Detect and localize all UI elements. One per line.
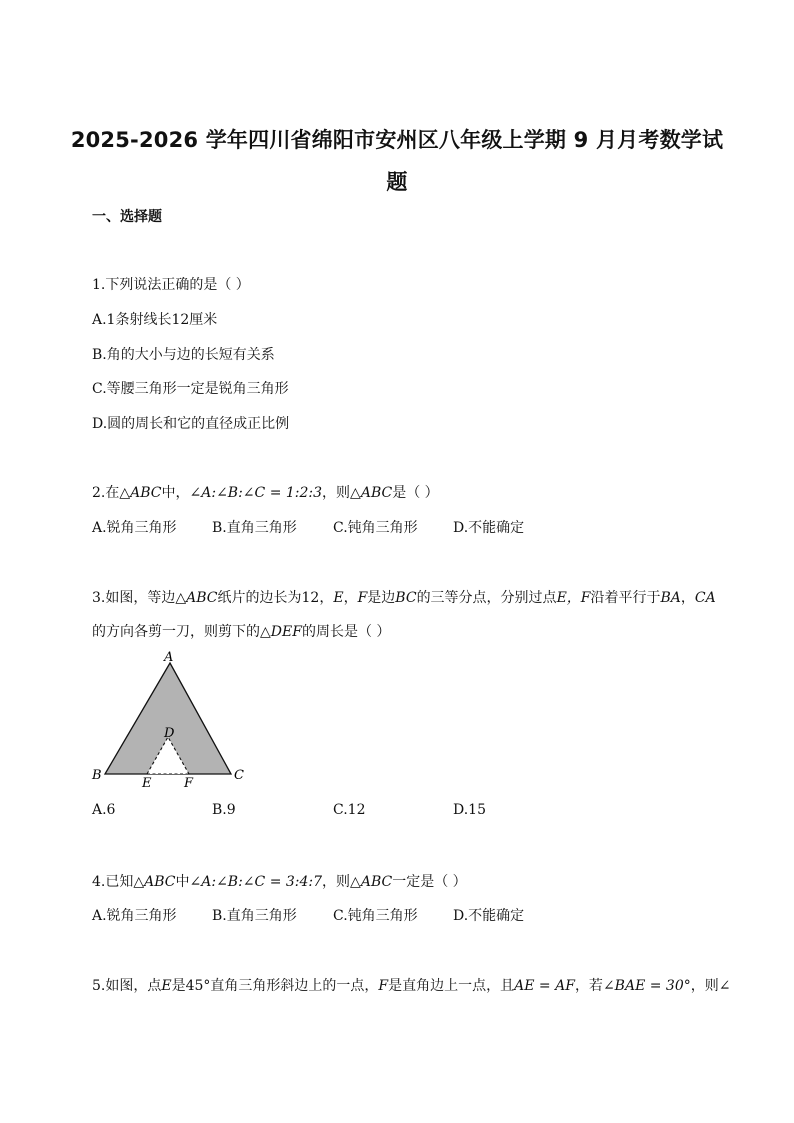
q3-text: 的三等分点，分别过点 bbox=[416, 590, 557, 606]
triangle-symbol: △ bbox=[350, 874, 361, 890]
q3-option-c: C.12 bbox=[333, 802, 366, 818]
triangle-symbol: △ bbox=[350, 485, 361, 501]
q4-text: 中 bbox=[175, 874, 190, 890]
q4-option-b: B.直角三角形 bbox=[212, 908, 297, 924]
triangle-abc: ABC bbox=[186, 590, 218, 606]
degree-symbol: ° bbox=[683, 978, 691, 994]
q3-option-a: A.6 bbox=[92, 802, 116, 818]
page-title-line1: 2025-2026 学年四川省绵阳市安州区八年级上学期 9 月月考数学试 bbox=[70, 128, 724, 152]
triangle-abc: ABC bbox=[144, 874, 176, 890]
point-f: F bbox=[378, 978, 389, 994]
q2-text: ，则 bbox=[322, 485, 351, 501]
triangle-def: DEF bbox=[270, 624, 302, 640]
side-ca: CA bbox=[694, 590, 716, 606]
q4-option-a: A.锐角三角形 bbox=[92, 908, 177, 924]
q4-text: ，则 bbox=[322, 874, 351, 890]
triangle-symbol: △ bbox=[175, 590, 187, 606]
angle-ratio: ∠A:∠B:∠C = 3:4:7 bbox=[189, 874, 323, 890]
q2-text: 中， bbox=[161, 485, 190, 501]
points-ef: E，F bbox=[556, 590, 591, 606]
angle-bae: ∠BAE = 30 bbox=[602, 978, 684, 994]
q4-option-d: D.不能确定 bbox=[453, 908, 525, 924]
q3-text: 纸片的边长为12， bbox=[217, 590, 334, 606]
q3-text: 的方向各剪一刀，则剪下的 bbox=[92, 624, 260, 640]
q2-option-a: A.锐角三角形 bbox=[92, 520, 177, 536]
q4-stem bbox=[92, 871, 467, 891]
section-heading: 一、选择题 bbox=[92, 209, 162, 225]
page-title-line2: 题 bbox=[386, 170, 408, 194]
q3-text: 的周长是（ ） bbox=[301, 624, 391, 640]
triangle-figure bbox=[86, 645, 256, 795]
q5-text: ，则∠ bbox=[690, 978, 731, 994]
triangle-symbol: △ bbox=[133, 874, 145, 890]
q5-text: ，若 bbox=[574, 978, 603, 994]
q2-text: 2.在 bbox=[92, 485, 120, 501]
q1-option-a: A.1条射线长12厘米 bbox=[92, 312, 218, 328]
label-f: F bbox=[184, 776, 194, 791]
q3-stem-line2 bbox=[92, 621, 390, 641]
label-d: D bbox=[164, 726, 175, 741]
q2-option-b: B.直角三角形 bbox=[212, 520, 297, 536]
q5-stem bbox=[92, 975, 730, 995]
q2-option-c: C.钝角三角形 bbox=[333, 520, 418, 536]
q1-option-d: D.圆的周长和它的直径成正比例 bbox=[92, 416, 290, 432]
label-c: C bbox=[234, 768, 244, 783]
q5-text: 是45 bbox=[171, 978, 204, 994]
side-ba: BA bbox=[660, 590, 681, 606]
q3-text: ， bbox=[343, 590, 358, 606]
q5-text: 5.如图，点 bbox=[92, 978, 162, 994]
point-e: E bbox=[333, 590, 344, 606]
triangle-symbol: △ bbox=[260, 624, 271, 640]
q4-text: 一定是（ ） bbox=[392, 874, 467, 890]
q3-option-d: D.15 bbox=[453, 802, 486, 818]
label-a: A bbox=[164, 650, 174, 665]
q1-stem: 1.下列说法正确的是（ ） bbox=[92, 277, 250, 293]
q1-option-b: B.角的大小与边的长短有关系 bbox=[92, 347, 275, 363]
q4-text: 4.已知 bbox=[92, 874, 134, 890]
q3-text: 3.如图，等边 bbox=[92, 590, 176, 606]
q4-option-c: C.钝角三角形 bbox=[333, 908, 418, 924]
triangle-abc: ABC bbox=[360, 874, 393, 890]
triangle-abc: ABC bbox=[130, 485, 162, 501]
equation-ae-af: AE = AF bbox=[514, 978, 575, 994]
degree-symbol: ° bbox=[203, 978, 211, 994]
q1-option-c: C.等腰三角形一定是锐角三角形 bbox=[92, 381, 289, 397]
q2-text: 是（ ） bbox=[392, 485, 439, 501]
side-bc: BC bbox=[395, 590, 417, 606]
label-e: E bbox=[142, 776, 152, 791]
q3-text: ， bbox=[680, 590, 695, 606]
q3-text: 沿着平行于 bbox=[590, 590, 661, 606]
q2-stem bbox=[92, 482, 439, 502]
q3-text: 是边 bbox=[367, 590, 396, 606]
label-b: B bbox=[92, 768, 102, 783]
q2-option-d: D.不能确定 bbox=[453, 520, 525, 536]
q3-option-b: B.9 bbox=[212, 802, 236, 818]
triangle-abc: ABC bbox=[360, 485, 393, 501]
point-f: F bbox=[357, 590, 368, 606]
triangle-symbol: △ bbox=[119, 485, 131, 501]
q3-stem-line1 bbox=[92, 587, 716, 607]
q5-text: 直角三角形斜边上的一点， bbox=[210, 978, 379, 994]
point-e: E bbox=[161, 978, 172, 994]
angle-ratio: ∠A:∠B:∠C = 1:2:3 bbox=[189, 485, 323, 501]
q5-text: 是直角边上一点，且 bbox=[388, 978, 515, 994]
